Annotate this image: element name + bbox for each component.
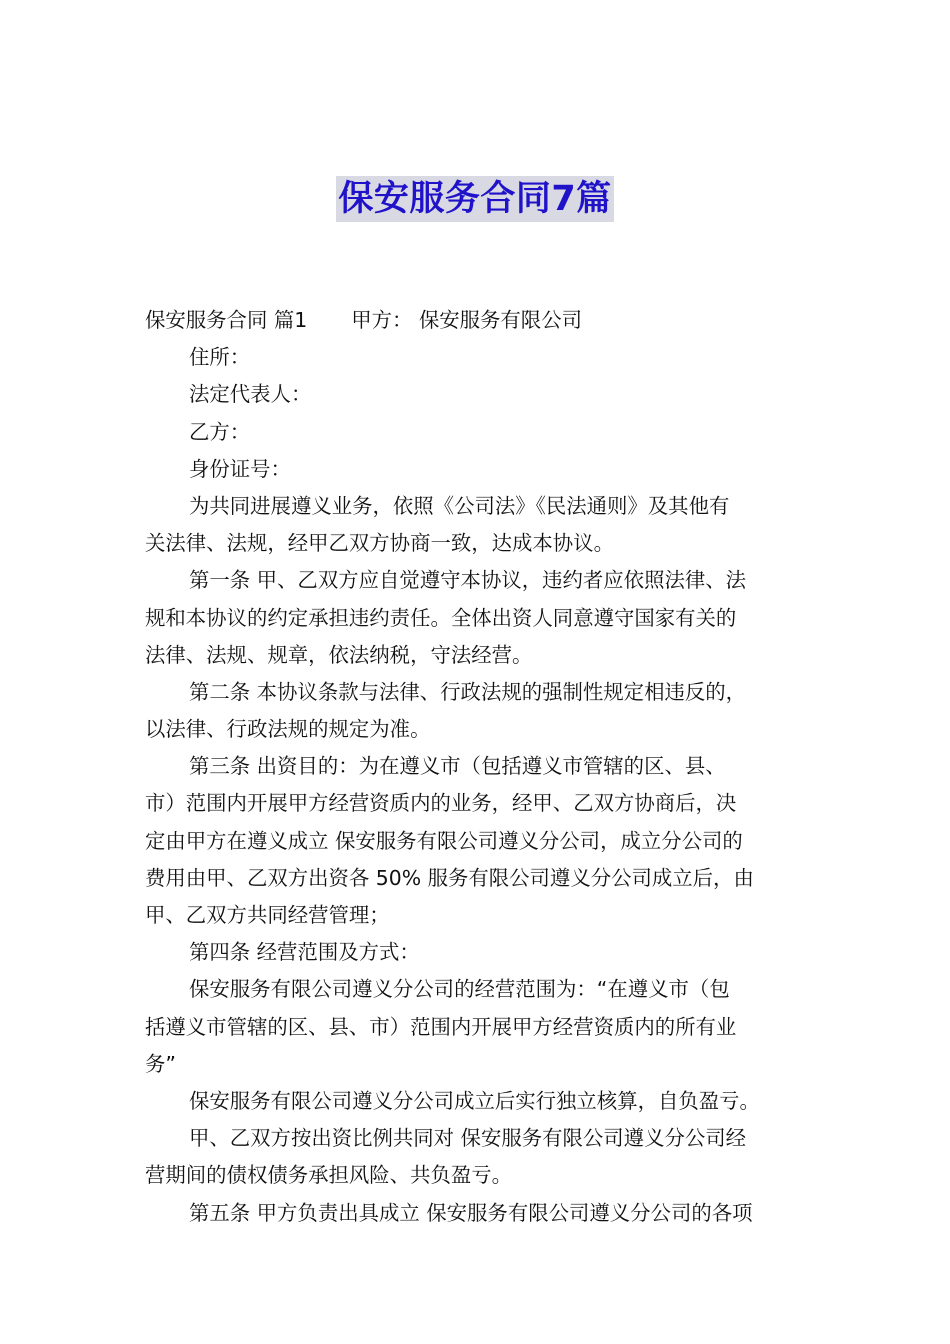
text-line: 关法律、法规，经甲乙双方协商一致，达成本协议。 bbox=[145, 531, 614, 556]
text-line: 法律、法规、规章，依法纳税，守法经营。 bbox=[145, 642, 533, 667]
text-line: 住所： bbox=[189, 345, 251, 370]
text-line: 以法律、行政法规的规定为准。 bbox=[145, 717, 431, 742]
title-container bbox=[0, 176, 950, 222]
text-line: 第四条 经营范围及方式： bbox=[189, 940, 420, 965]
text-line: 甲、乙双方按出资比例共同对 保安服务有限公司遵义分公司经 bbox=[189, 1126, 747, 1151]
text-line: 甲、乙双方共同经营管理； bbox=[145, 903, 390, 927]
text-line: 市）范围内开展甲方经营资质内的业务，经甲、乙双方协商后，决 bbox=[145, 791, 737, 816]
party-a-line: 甲方： 保安服务有限公司 bbox=[351, 308, 582, 332]
text-line: 第一条 甲、乙双方应自觉遵守本协议，违约者应依照法律、法 bbox=[189, 568, 747, 593]
document-body bbox=[145, 302, 807, 1232]
text-line: 保安服务有限公司遵义分公司成立后实行独立核算，自负盈亏。 bbox=[189, 1088, 760, 1113]
text-line: 营期间的债权债务承担风险、共负盈亏。 bbox=[145, 1163, 513, 1188]
text-line: 第三条 出资目的：为在遵义市（包括遵义市管辖的区、县、 bbox=[189, 754, 726, 779]
text-line: 保安服务有限公司遵义分公司的经营范围为：“在遵义市（包 bbox=[189, 977, 730, 1002]
text-line: 身份证号： bbox=[189, 456, 291, 481]
text-line: 费用由甲、乙双方出资各 50% 服务有限公司遵义分公司成立后，由 bbox=[145, 865, 754, 890]
text-line: 乙方： bbox=[189, 419, 251, 444]
section-heading: 保安服务合同 篇1 bbox=[145, 308, 308, 332]
first-line bbox=[145, 302, 807, 339]
document-title: 保安服务合同7篇 bbox=[336, 176, 613, 222]
text-line: 规和本协议的约定承担违约责任。全体出资人同意遵守国家有关的 bbox=[145, 605, 737, 630]
text-line: 法定代表人： bbox=[189, 382, 312, 407]
text-line: 第五条 甲方负责出具成立 保安服务有限公司遵义分公司的各项 bbox=[189, 1200, 753, 1225]
text-line: 括遵义市管辖的区、县、市）范围内开展甲方经营资质内的所有业 bbox=[145, 1014, 737, 1039]
text-line: 为共同进展遵义业务，依照《公司法》《民法通则》及其他有 bbox=[189, 493, 730, 518]
text-line: 第二条 本协议条款与法律、行政法规的强制性规定相违反的， bbox=[189, 679, 747, 704]
text-line: 务” bbox=[145, 1051, 176, 1076]
text-line: 定由甲方在遵义成立 保安服务有限公司遵义分公司，成立分公司的 bbox=[145, 828, 743, 853]
